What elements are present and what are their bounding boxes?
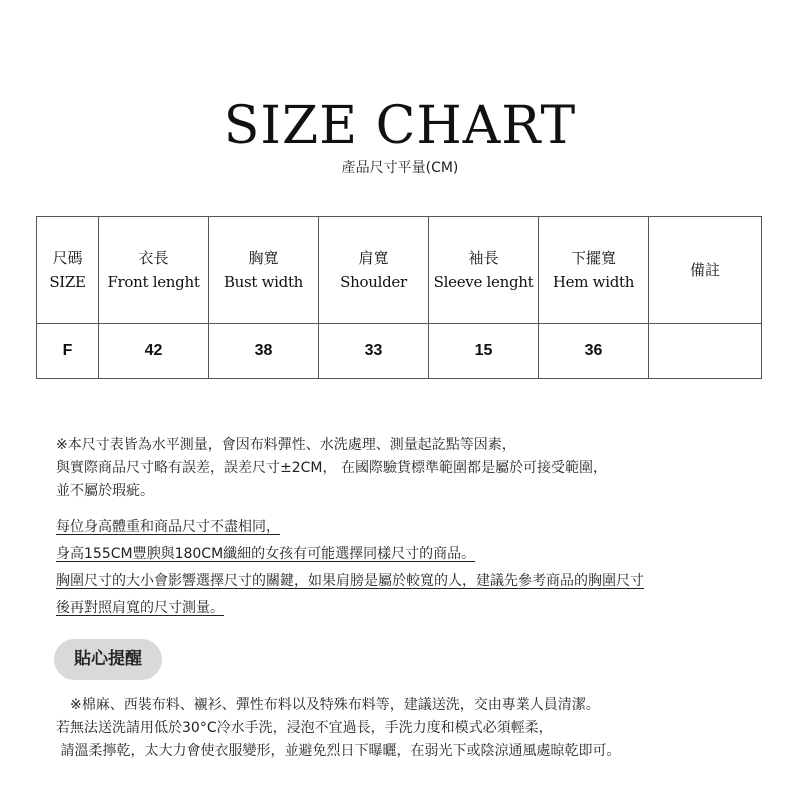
measurement-notes bbox=[56, 434, 607, 503]
cell-size: F bbox=[37, 324, 99, 379]
care-instructions bbox=[56, 694, 620, 763]
page-subtitle: 產品尺寸平量(CM) bbox=[341, 160, 459, 176]
note-line: ※本尺寸表皆為水平測量，會因布料彈性、水洗處理、測量起訖點等因素， bbox=[56, 437, 516, 453]
header-hem-width-en: Hem width bbox=[552, 273, 635, 291]
cell-bust-width: 38 bbox=[209, 324, 319, 379]
advice-line: 後再對照肩寬的尺寸測量。 bbox=[56, 600, 224, 616]
table-header-row bbox=[37, 217, 762, 324]
table-row bbox=[37, 324, 762, 379]
header-shoulder bbox=[319, 217, 429, 324]
advice-line: 每位身高體重和商品尺寸不盡相同， bbox=[56, 519, 280, 535]
header-sleeve-length-en: Sleeve lenght bbox=[433, 273, 534, 291]
header-shoulder-en: Shoulder bbox=[340, 273, 407, 291]
advice-line: 身高155CM豐腴與180CM纖細的女孩有可能選擇同樣尺寸的商品。 bbox=[56, 546, 476, 562]
care-line: 請溫柔擰乾，太大力會使衣服變形，並避免烈日下曝曬，在弱光下或陰涼通風處晾乾即可。 bbox=[56, 743, 621, 759]
header-bust-width-cn: 胸寬 bbox=[248, 249, 279, 267]
header-bust-width bbox=[209, 217, 319, 324]
note-line: 與實際商品尺寸略有誤差，誤差尺寸±2CM， 在國際驗貨標準範圍都是屬於可接受範圍， bbox=[56, 460, 607, 476]
header-front-length bbox=[99, 217, 209, 324]
cell-shoulder: 33 bbox=[319, 324, 429, 379]
header-sleeve-length-cn: 袖長 bbox=[468, 249, 499, 267]
advice-line: 胸圍尺寸的大小會影響選擇尺寸的關鍵，如果肩膀是屬於較寬的人，建議先參考商品的胸圍尺寸 bbox=[56, 573, 644, 589]
header-size bbox=[37, 217, 99, 324]
header-hem-width-cn: 下擺寬 bbox=[570, 249, 616, 267]
header-size-cn: 尺碼 bbox=[52, 249, 83, 267]
page-title: SIZE CHART bbox=[223, 96, 577, 156]
cell-sleeve-length: 15 bbox=[429, 324, 539, 379]
cell-hem-width: 36 bbox=[539, 324, 649, 379]
header-note-cn: 備註 bbox=[689, 261, 720, 279]
header-note bbox=[649, 217, 762, 324]
size-table bbox=[36, 216, 762, 379]
cell-note bbox=[649, 324, 762, 379]
tips-badge: 貼心提醒 bbox=[54, 639, 162, 680]
header-shoulder-cn: 肩寬 bbox=[358, 249, 389, 267]
cell-front-length: 42 bbox=[99, 324, 209, 379]
header-bust-width-en: Bust width bbox=[223, 273, 304, 291]
note-line: 並不屬於瑕疵。 bbox=[56, 483, 154, 499]
header-size-en: SIZE bbox=[49, 273, 86, 291]
header-front-length-en: Front lenght bbox=[107, 273, 200, 291]
header-front-length-cn: 衣長 bbox=[138, 249, 169, 267]
header-hem-width bbox=[539, 217, 649, 324]
care-line: 若無法送洗請用低於30°C冷水手洗，浸泡不宜過長，手洗力度和模式必須輕柔， bbox=[56, 720, 553, 736]
care-line: ※棉麻、西裝布料、襯衫、彈性布料以及特殊布料等，建議送洗，交由專業人員清潔。 bbox=[56, 697, 600, 713]
header-sleeve-length bbox=[429, 217, 539, 324]
sizing-advice bbox=[56, 514, 644, 622]
